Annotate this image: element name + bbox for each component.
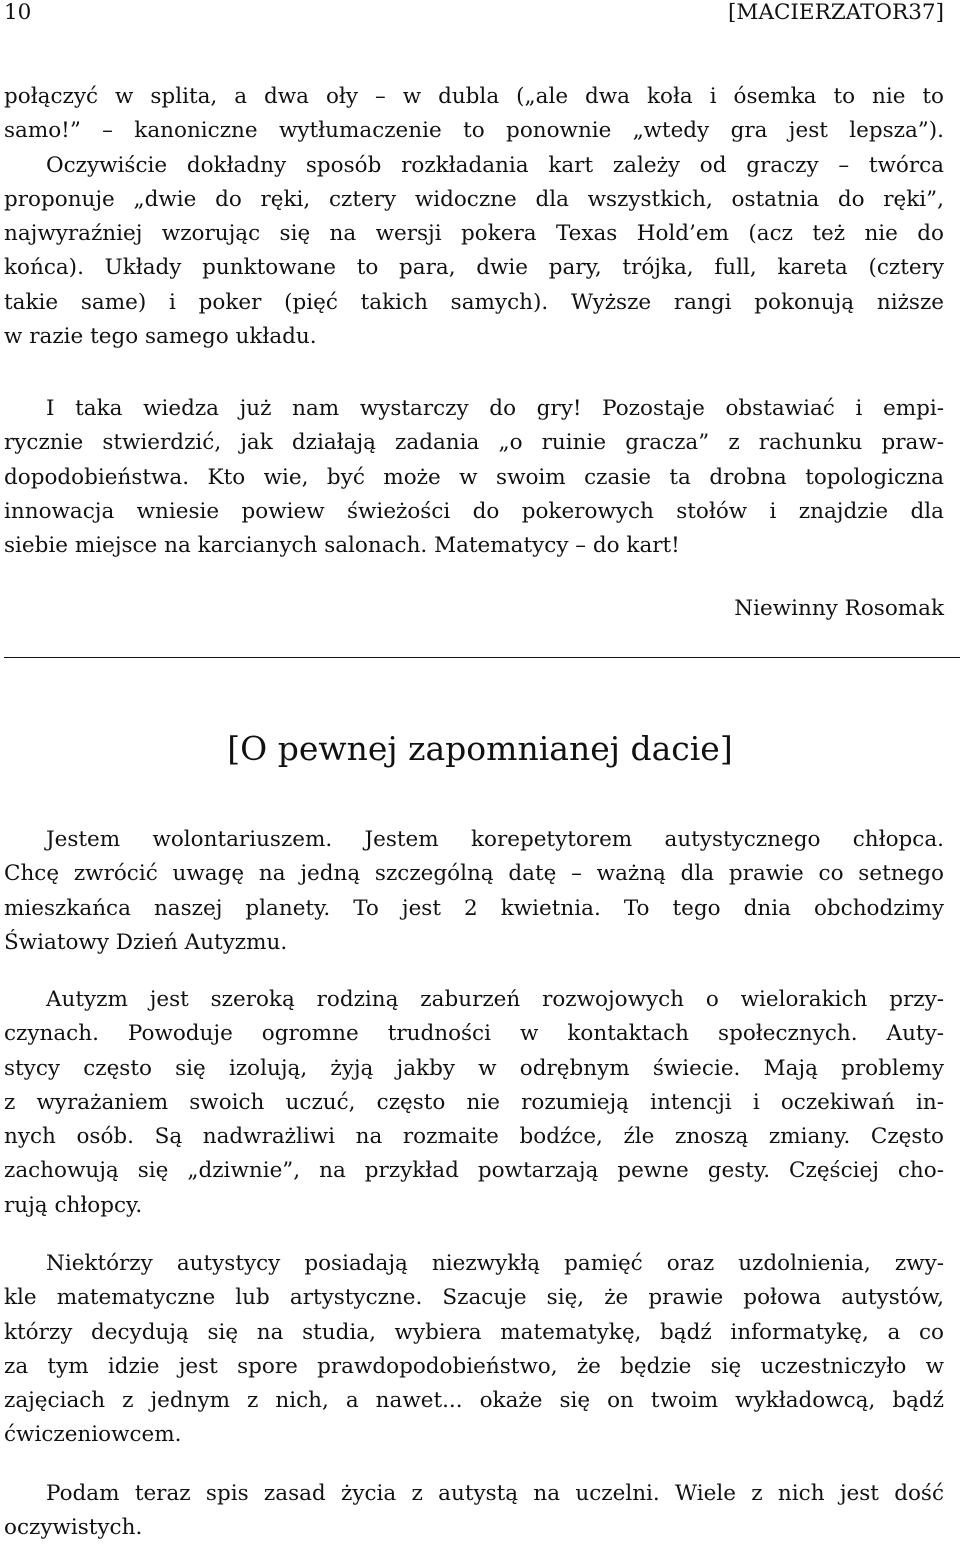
text-line: takie same) i poker (pięć takich samych). Wyższe rangi pokonują niższe (4, 289, 944, 315)
text-line: rycznie stwierdzić, jak działają zadania „o ruinie gracza” z rachunku praw- (4, 430, 944, 456)
text-line: innowacja wniesie powiew świeżości do pokerowych stołów i znajdzie dla (4, 498, 944, 524)
text-line: zajęciach z jednym z nich, a nawet... okaże się on twoim wykładowcą, bądź (4, 1388, 944, 1414)
paragraph-3 (4, 823, 944, 960)
text-line: czynach. Powoduje ogromne trudności w kontaktach społecznych. Auty- (4, 1021, 944, 1047)
article-title: [O pewnej zapomnianej dacie] (227, 729, 733, 768)
text-line: końca). Układy punktowane to para, dwie pary, trójka, full, kareta (cztery (4, 255, 944, 281)
paragraph-4 (4, 983, 944, 1223)
text-line: Niektórzy autystycy posiadają niezwykłą pamięć oraz uzdolnienia, zwy- (46, 1251, 944, 1276)
text-line: Podam teraz spis zasad życia z autystą na uczelni. Wiele z nich jest dość (46, 1481, 944, 1506)
text-line: Chcę zwrócić uwagę na jedną szczególną datę – ważną dla prawie co setnego (4, 861, 944, 887)
text-line: Światowy Dzień Autyzmu. (4, 929, 288, 955)
text-line: proponuje „dwie do ręki, cztery widoczne dla wszystkich, ostatnia do ręki”, (4, 186, 944, 212)
text-line: mieszkańca naszej planety. To jest 2 kwietnia. To tego dnia obchodzimy (4, 895, 944, 921)
text-line: kle matematyczne lub artystyczne. Szacuje się, że prawie połowa autystów, (4, 1285, 944, 1311)
page-number: 10 (4, 0, 32, 25)
text-line: połączyć w splita, a dwa oły – w dubla („ale dwa koła i ósemka to nie to (4, 84, 944, 109)
text-line: za tym idzie jest spore prawdopodobieństwo, że będzie się uczestniczyło w (4, 1353, 944, 1379)
text-line: ćwiczeniowcem. (4, 1422, 182, 1448)
text-line: zachowują się „dziwnie”, na przykład powtarzają pewne gesty. Częściej cho- (4, 1158, 944, 1184)
text-line: którzy decydują się na studia, wybiera matematykę, bądź informatykę, a co (4, 1319, 944, 1345)
page-header (4, 0, 944, 34)
paragraph-1 (4, 80, 944, 354)
text-line: najwyraźniej wzorując się na wersji pokera Texas Hold’em (acz też nie do (4, 221, 944, 247)
section-divider (4, 657, 960, 658)
paragraph-2 (4, 392, 944, 563)
text-line: dopodobieństwa. Kto wie, być może w swoim czasie ta drobna topologiczna (4, 464, 944, 490)
text-line: oczywistych. (4, 1515, 143, 1541)
text-line: z wyrażaniem swoich uczuć, często nie rozumieją intencji i oczekiwań in- (4, 1089, 944, 1115)
paragraph-6 (4, 1477, 944, 1546)
text-line: Oczywiście dokładny sposób rozkładania kart zależy od graczy – twórca (46, 152, 944, 178)
text-line: w razie tego samego układu. (4, 324, 317, 350)
author-signature: Niewinny Rosomak (734, 596, 944, 621)
text-line: siebie miejsce na karcianych salonach. Matematycy – do kart! (4, 533, 680, 559)
text-line: Jestem wolontariuszem. Jestem korepetytorem autystycznego chłopca. (46, 827, 944, 852)
paragraph-5 (4, 1247, 944, 1453)
running-head: [MACIERZATOR37] (728, 0, 944, 25)
text-line: rują chłopcy. (4, 1192, 143, 1218)
text-line: Autyzm jest szeroką rodziną zaburzeń rozwojowych o wielorakich przy- (46, 987, 944, 1012)
text-line: stycy często się izolują, żyją jakby w odrębnym świecie. Mają problemy (4, 1055, 944, 1081)
text-line: samo!” – kanoniczne wytłumaczenie to ponownie „wtedy gra jest lepsza”). (4, 118, 944, 144)
text-line: I taka wiedza już nam wystarczy do gry! Pozostaje obstawiać i empi- (46, 396, 944, 421)
text-line: nych osób. Są nadwrażliwi na rozmaite bodźce, źle znoszą zmiany. Często (4, 1124, 944, 1150)
